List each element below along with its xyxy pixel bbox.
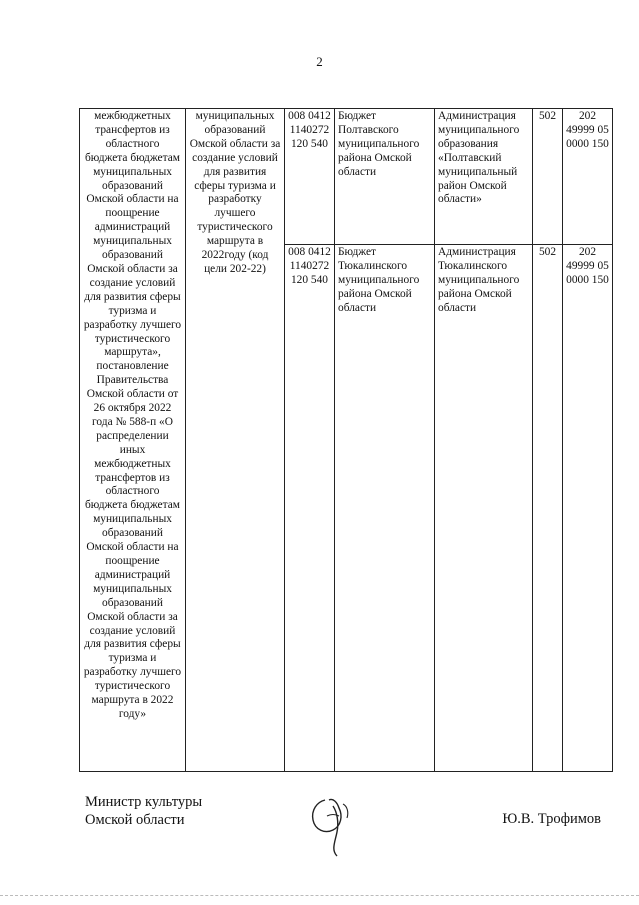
budget-cell xyxy=(335,245,435,772)
purpose-text: межбюджетных трансфертов из областного бюджета бюджетам муниципальных образований Омской области на поощрение администраций муниципальных образований Омской области за создание условий для развития сферы туризма и разработку лучшего туристического маршрута», постановление Правительства Омской области от 26 октября 2022 года № 588-п «О распределении иных межбюджетных трансфертов из областного бюджета бюджетам муниципальных образований Омской области на поощрение администраций муниципальных образований Омской области за создание условий для развития сферы туризма и разработку лучшего туристического маршрута в 2022 году» xyxy=(83,110,182,720)
budget-name: Бюджет Полтавского муниципального района Омской области xyxy=(338,110,420,178)
kbk-cell xyxy=(563,109,613,245)
admin-name: Администрация Тюкалинского муниципального района Омской области xyxy=(438,246,520,314)
page-number: 2 xyxy=(316,54,323,69)
code-cell xyxy=(285,245,335,772)
kbk-code: 202 49999 05 0000 150 xyxy=(566,246,609,286)
position-line-1: Министр культуры xyxy=(85,794,203,810)
page-edge-divider xyxy=(0,895,639,896)
kbk-cell xyxy=(563,245,613,772)
budget-code: 008 0412 1140272 120 540 xyxy=(288,110,331,150)
allocation-table xyxy=(79,108,613,772)
signatory-name: Ю.В. Трофимов xyxy=(502,811,601,827)
handwritten-signature xyxy=(303,786,365,858)
kbk-code: 202 49999 05 0000 150 xyxy=(566,110,609,150)
budget-name: Бюджет Тюкалинского муниципального района Омской области xyxy=(338,246,420,314)
budget-code: 008 0412 1140272 120 540 xyxy=(288,246,331,286)
table-row xyxy=(80,109,613,245)
code-cell xyxy=(285,109,335,245)
admin-name: Администрация муниципального образования «Полтавский муниципальный район Омской области» xyxy=(438,110,520,206)
admin-code: 502 xyxy=(538,246,557,258)
target-cell xyxy=(186,109,285,772)
admin-cell xyxy=(435,245,533,772)
purpose-cell xyxy=(80,109,186,772)
admin-cell xyxy=(435,109,533,245)
num-cell xyxy=(533,245,563,772)
num-cell xyxy=(533,109,563,245)
signatory-position xyxy=(85,793,202,829)
position-line-2: Омской области xyxy=(85,812,185,828)
admin-code: 502 xyxy=(538,110,557,122)
budget-cell xyxy=(335,109,435,245)
target-text: муниципальных образований Омской области за создание условий для развития сферы туризма и разработку лучшего туристического маршрута в 2022году (код цели 202-22) xyxy=(189,110,281,275)
